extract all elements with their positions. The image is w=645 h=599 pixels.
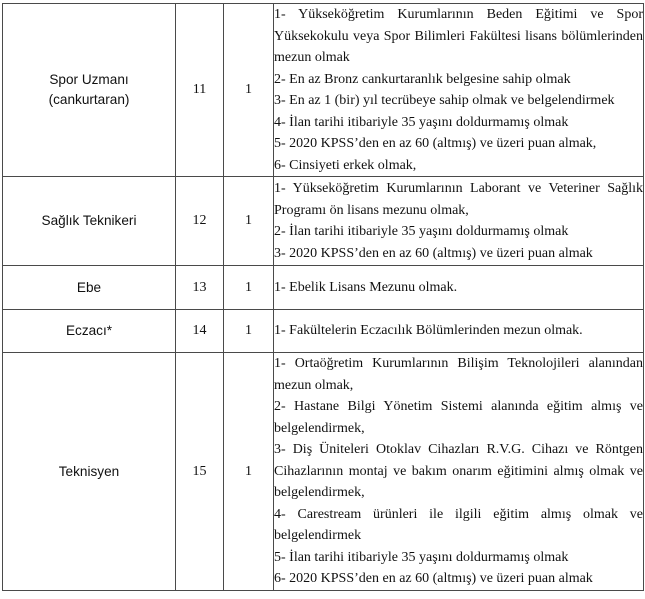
position-subtitle: (cankurtaran) (48, 92, 130, 107)
requirements-cell (274, 177, 644, 266)
requirements-cell (274, 4, 644, 177)
position-count: 1 (224, 310, 274, 353)
requirement-item: 1- Fakültelerin Eczacılık Bölümlerinden mezun olmak. (274, 323, 583, 339)
requirements-cell (274, 353, 644, 591)
position-count: 1 (224, 4, 274, 177)
requirement-item: 1- Yükseköğretim Kurumlarının Laborant ve Veteriner Sağlık Programı ön lisans mezunu olmak, (274, 181, 643, 218)
position-count: 1 (224, 266, 274, 310)
position-cell (3, 353, 176, 591)
position-title: Spor Uzmanı (49, 72, 129, 87)
position-count: 1 (224, 177, 274, 266)
requirement-item: 1- Yükseköğretim Kurumlarının Beden Eğitimi ve Spor Yüksekokulu veya Spor Bilimleri Fakültesi lisans bölümlerinden mezun olmak (274, 7, 643, 65)
table-row (3, 353, 644, 591)
position-title: Teknisyen (58, 463, 120, 479)
position-code: 14 (176, 310, 224, 353)
requirement-item: 6- Cinsiyeti erkek olmak, (274, 157, 417, 173)
position-code: 15 (176, 353, 224, 591)
position-title: Eczacı* (65, 323, 113, 338)
position-title: Ebe (76, 279, 102, 295)
requirement-item: 3- 2020 KPSS’den en az 60 (altmış) ve üzeri puan almak (274, 245, 593, 261)
requirement-item: 3- En az 1 (bir) yıl tecrübeye sahip olmak ve belgelendirmek (274, 93, 615, 108)
requirement-item: 4- Carestream ürünleri ile ilgili eğitim almış olmak ve belgelendirmek (274, 506, 643, 544)
position-code: 11 (176, 4, 224, 177)
position-count: 1 (224, 353, 274, 591)
position-cell (3, 4, 176, 177)
requirement-item: 1- Ebelik Lisans Mezunu olmak. (274, 279, 458, 295)
requirement-item: 2- En az Bronz cankurtaranlık belgesine sahip olmak (274, 71, 571, 87)
requirement-item: 2- İlan tarihi itibariyle 35 yaşını doldurmamış olmak (274, 224, 569, 239)
position-cell (3, 310, 176, 353)
position-cell (3, 177, 176, 266)
requirement-item: 3- Diş Üniteleri Otoklav Cihazları R.V.G. Cihazı ve Röntgen Cihazlarının montaj ve bakım onarım eğitimini almış olmak ve belgelendirmek, (274, 442, 643, 501)
requirement-item: 1- Ortaöğretim Kurumlarının Bilişim Teknolojileri alanından mezun olmak, (274, 356, 643, 393)
requirements-cell (274, 310, 644, 353)
requirement-item: 6- 2020 KPSS’den en az 60 (altmış) ve üzeri puan almak (274, 571, 593, 587)
requirement-item: 2- Hastane Bilgi Yönetim Sistemi alanında eğitim almış ve belgelendirmek, (274, 399, 643, 436)
position-code: 13 (176, 266, 224, 310)
requirements-cell (274, 266, 644, 310)
requirement-item: 4- İlan tarihi itibariyle 35 yaşını doldurmamış olmak (274, 114, 569, 130)
requirement-item: 5- 2020 KPSS’den en az 60 (altmış) ve üzeri puan almak, (274, 136, 597, 151)
table-row (3, 4, 644, 177)
position-title: Sağlık Teknikeri (41, 213, 137, 228)
requirement-item: 5- İlan tarihi itibariyle 35 yaşını doldurmamış olmak (274, 549, 569, 565)
table-row (3, 310, 644, 353)
table-row (3, 177, 644, 266)
table-row (3, 266, 644, 310)
requirements-table (2, 3, 644, 591)
position-cell (3, 266, 176, 310)
position-code: 12 (176, 177, 224, 266)
